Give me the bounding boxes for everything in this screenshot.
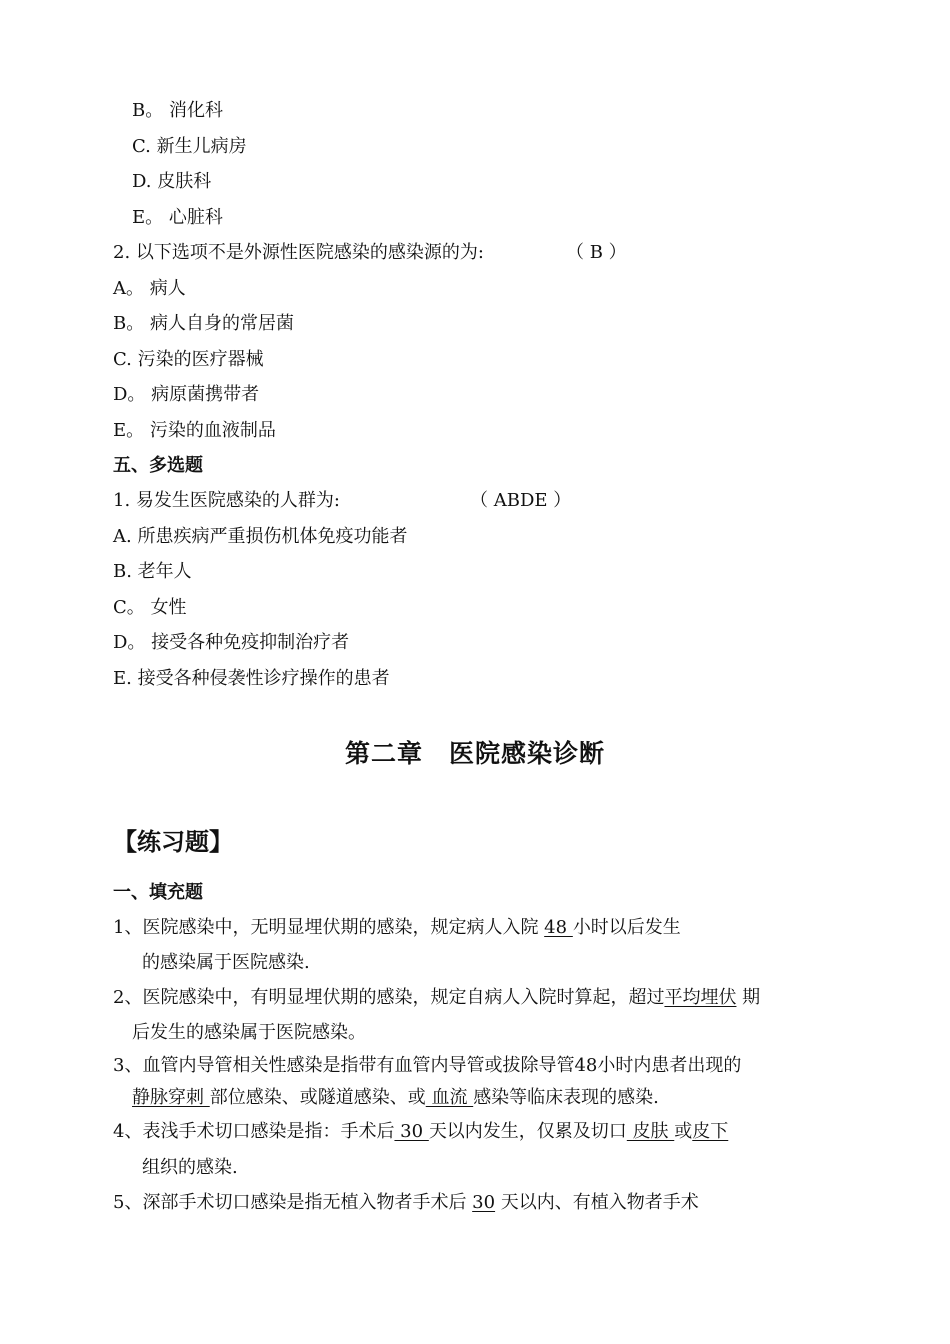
- s5-q1-answer: （ ABDE ）: [470, 490, 572, 511]
- fill-q1-blank: 48: [544, 917, 573, 938]
- fill-q4-line1: 4、表浅手术切口感染是指：手术后 30 天以内发生，仅累及切口 皮肤 或皮下: [113, 1121, 729, 1142]
- fill-q4-line2: 组织的感染.: [142, 1157, 238, 1178]
- section-heading-fill-in: 一、填充题: [113, 882, 203, 903]
- fill-q3-line2: 静脉穿刺 部位感染、或隧道感染、或 血流 感染等临床表现的感染.: [132, 1087, 659, 1108]
- fill-q4-blank-1: 30: [394, 1121, 429, 1142]
- s5-q1-option-d: D。 接受各种免疫抑制治疗者: [113, 632, 350, 653]
- q1-option-b: B。 消化科: [132, 100, 223, 121]
- q2-option-c: C. 污染的医疗器械: [113, 349, 264, 370]
- q2-option-a: A。 病人: [113, 278, 186, 299]
- fill-q5-line1: 5、深部手术切口感染是指无植入物者手术后 30 天以内、有植入物者手术: [113, 1192, 699, 1213]
- fill-q4-blank-3: 皮下: [692, 1121, 729, 1142]
- fill-q3-line1: 3、血管内导管相关性感染是指带有血管内导管或拔除导管48小时内患者出现的: [113, 1055, 742, 1076]
- chapter-title: 第二章 医院感染诊断: [344, 739, 605, 768]
- q2-option-e: E。 污染的血液制品: [113, 420, 276, 441]
- s5-q1-stem: 1. 易发生医院感染的人群为:: [113, 490, 340, 511]
- q1-option-d: D. 皮肤科: [132, 171, 212, 192]
- section-heading-multiple-choice: 五、多选题: [113, 455, 203, 476]
- fill-q4-blank-2: 皮肤: [626, 1121, 675, 1142]
- s5-q1-option-b: B. 老年人: [113, 561, 192, 582]
- q2-answer: （ B ）: [566, 242, 627, 263]
- fill-q1-line1: 1、医院感染中，无明显埋伏期的感染，规定病人入院 48 小时以后发生: [113, 917, 681, 938]
- q2-option-d: D。 病原菌携带者: [113, 384, 260, 405]
- q1-option-e: E。 心脏科: [132, 207, 223, 228]
- q1-option-c: C. 新生儿病房: [132, 136, 247, 157]
- fill-q3-blank-1: 静脉穿刺: [132, 1087, 210, 1108]
- fill-q2-blank: 平均埋伏: [664, 987, 737, 1008]
- s5-q1-option-a: A. 所患疾病严重损伤机体免疫功能者: [113, 526, 408, 547]
- q2-option-b: B。 病人自身的常居菌: [113, 313, 294, 334]
- q2-stem: 2. 以下选项不是外源性医院感染的感染源的为:: [113, 242, 484, 263]
- fill-q2-line1: 2、医院感染中，有明显埋伏期的感染，规定自病人入院时算起，超过平均埋伏 期: [113, 987, 761, 1008]
- fill-q3-blank-2: 血流: [425, 1087, 474, 1108]
- s5-q1-option-c: C。 女性: [113, 597, 187, 618]
- fill-q1-line2: 的感染属于医院感染.: [142, 952, 310, 973]
- s5-q1-option-e: E. 接受各种侵袭性诊疗操作的患者: [113, 668, 390, 689]
- fill-q2-line2: 后发生的感染属于医院感染。: [132, 1022, 366, 1043]
- fill-q5-blank: 30: [472, 1192, 496, 1213]
- exercise-heading: 【练习题】: [113, 828, 233, 856]
